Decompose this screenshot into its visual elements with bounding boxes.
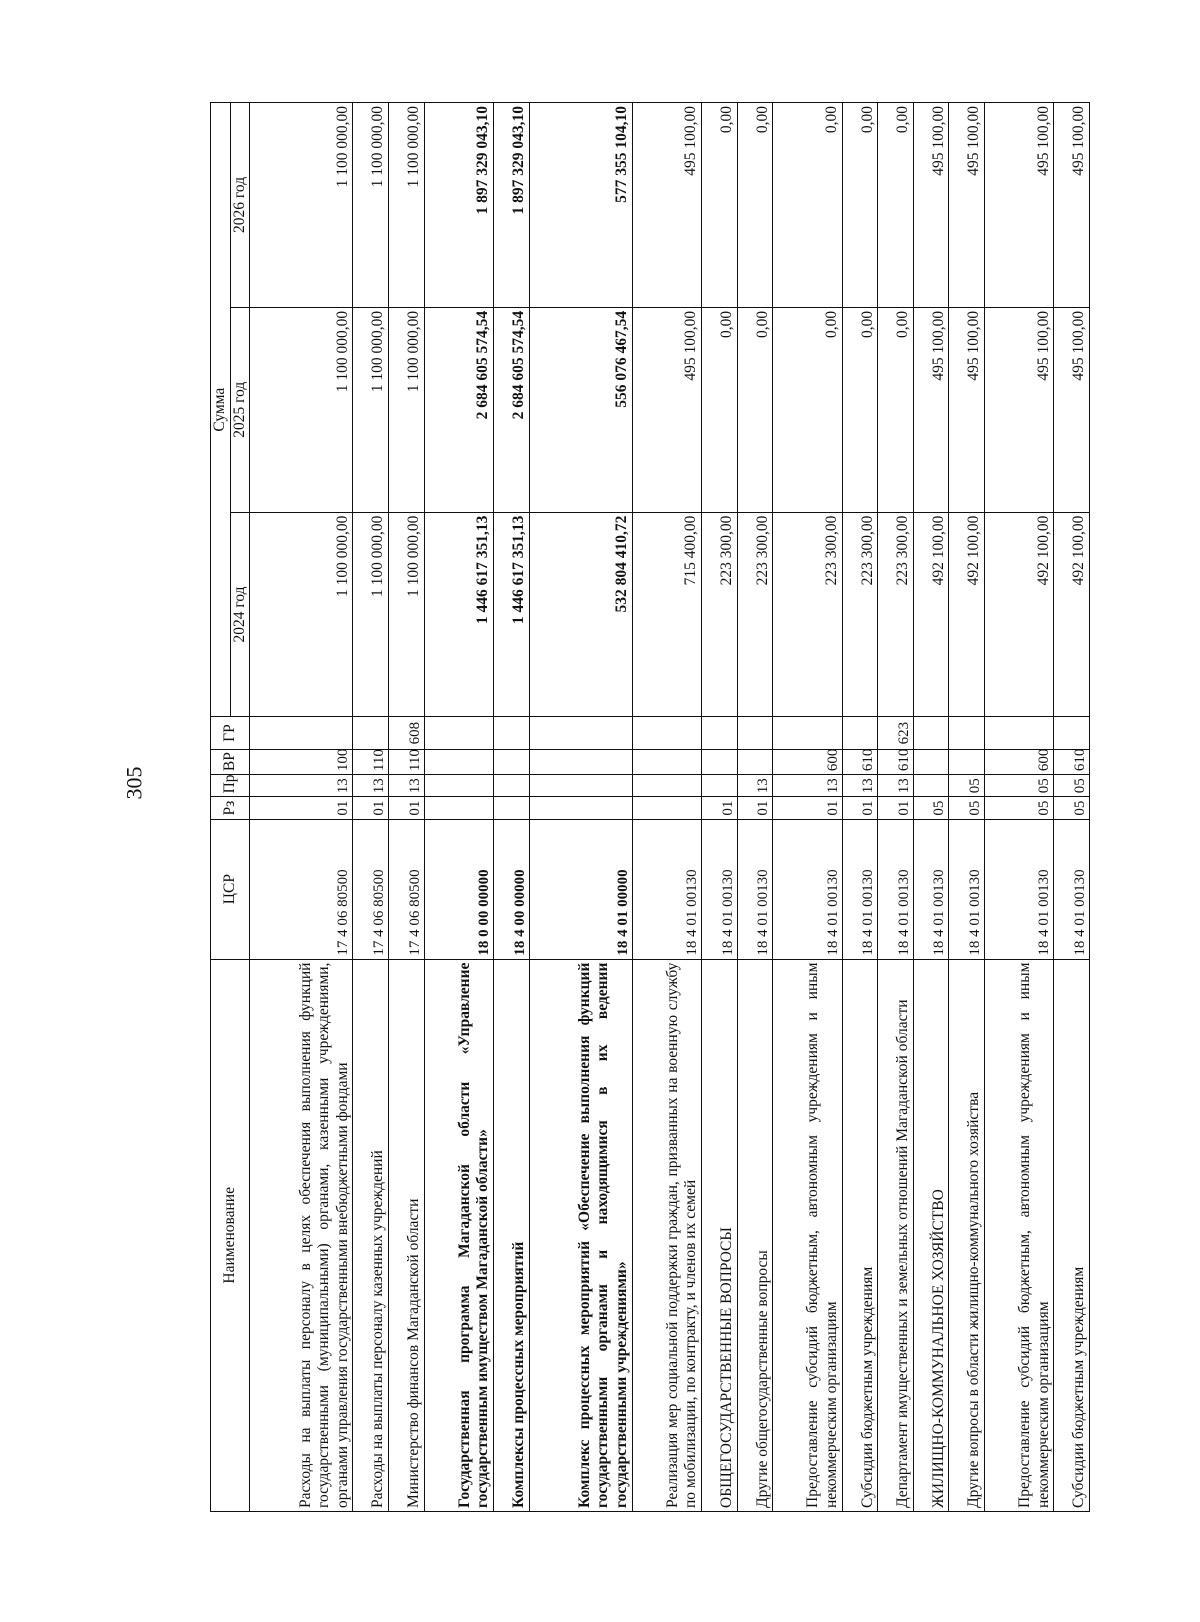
cell-2024: 492 100,00	[913, 512, 949, 717]
cell-rz: 05	[913, 797, 949, 819]
cell-rz: 01	[773, 797, 842, 819]
table-row	[949, 103, 985, 1512]
cell-2026: 0,00	[737, 103, 773, 308]
cell-2025: 0,00	[702, 307, 738, 512]
cell-2025: 495 100,00	[632, 307, 701, 512]
cell-name: Министерство финансов Магаданской области	[388, 959, 424, 1511]
cell-2025: 556 076 467,54	[529, 307, 632, 512]
cell-csr: 18 4 01 00130	[632, 819, 701, 959]
cell-gr: 608	[388, 717, 424, 749]
cell-gr	[1054, 717, 1090, 749]
cell-csr: 18 0 00 00000	[424, 819, 493, 959]
cell-rz: 01	[353, 797, 389, 819]
table-row	[702, 103, 738, 1512]
cell-vr	[702, 749, 738, 774]
table-row	[424, 103, 493, 1512]
cell-vr	[424, 749, 493, 774]
cell-name: Реализация мер социальной поддержки граждан, призванных на военную службу по мобилизации, по контракту, и членов их семей	[632, 959, 701, 1511]
cell-rz	[529, 797, 632, 819]
cell-2026: 495 100,00	[1054, 103, 1090, 308]
cell-csr: 18 4 01 00130	[913, 819, 949, 959]
cell-csr: 18 4 01 00130	[737, 819, 773, 959]
cell-gr	[632, 717, 701, 749]
cell-2026: 0,00	[878, 103, 914, 308]
cell-2026: 1 897 329 043,10	[424, 103, 493, 308]
table-row	[493, 103, 529, 1512]
cell-rz: 01	[842, 797, 878, 819]
cell-2025: 0,00	[842, 307, 878, 512]
rotated-table-container	[210, 102, 1090, 1512]
header-csr: ЦСР	[211, 819, 250, 959]
cell-pr: 13	[878, 775, 914, 797]
cell-gr	[737, 717, 773, 749]
cell-rz	[493, 797, 529, 819]
cell-rz: 05	[949, 797, 985, 819]
cell-pr	[702, 775, 738, 797]
cell-name: Комплексы процессных мероприятий	[493, 959, 529, 1511]
cell-2024: 492 100,00	[1054, 512, 1090, 717]
cell-rz: 01	[702, 797, 738, 819]
cell-2024: 223 300,00	[878, 512, 914, 717]
cell-vr: 610	[842, 749, 878, 774]
cell-gr	[949, 717, 985, 749]
cell-2024: 715 400,00	[632, 512, 701, 717]
cell-name: Субсидии бюджетным учреждениям	[842, 959, 878, 1511]
cell-rz: 05	[984, 797, 1053, 819]
cell-name: Предоставление субсидий бюджетным, автономным учреждениям и иным некоммерческим организациям	[984, 959, 1053, 1511]
cell-pr: 13	[353, 775, 389, 797]
cell-vr: 600	[773, 749, 842, 774]
cell-2025: 0,00	[737, 307, 773, 512]
cell-name: ОБЩЕГОСУДАРСТВЕННЫЕ ВОПРОСЫ	[702, 959, 738, 1511]
cell-2024: 223 300,00	[702, 512, 738, 717]
cell-vr	[493, 749, 529, 774]
table-row	[632, 103, 701, 1512]
cell-name: Предоставление субсидий бюджетным, автономным учреждениям и иным некоммерческим организациям	[773, 959, 842, 1511]
cell-2025: 495 100,00	[949, 307, 985, 512]
cell-2025: 1 100 000,00	[388, 307, 424, 512]
cell-pr: 05	[949, 775, 985, 797]
table-row	[388, 103, 424, 1512]
cell-2026: 495 100,00	[984, 103, 1053, 308]
cell-2024: 1 100 000,00	[250, 512, 353, 717]
table-row	[984, 103, 1053, 1512]
cell-gr	[984, 717, 1053, 749]
cell-2024: 1 446 617 351,13	[493, 512, 529, 717]
cell-vr	[632, 749, 701, 774]
cell-rz: 05	[1054, 797, 1090, 819]
table-row	[529, 103, 632, 1512]
cell-rz: 01	[388, 797, 424, 819]
table-row	[737, 103, 773, 1512]
cell-2026: 1 100 000,00	[250, 103, 353, 308]
cell-csr: 17 4 06 80500	[388, 819, 424, 959]
cell-2025: 495 100,00	[913, 307, 949, 512]
cell-gr	[842, 717, 878, 749]
cell-2026: 0,00	[842, 103, 878, 308]
cell-vr: 100	[250, 749, 353, 774]
cell-2025: 2 684 605 574,54	[424, 307, 493, 512]
header-rz: Рз	[211, 797, 250, 819]
cell-2025: 495 100,00	[1054, 307, 1090, 512]
header-year-2024: 2024 год	[230, 512, 250, 717]
page-number: 305	[121, 766, 147, 800]
cell-pr	[913, 775, 949, 797]
header-year-2025: 2025 год	[230, 307, 250, 512]
cell-vr: 610	[1054, 749, 1090, 774]
cell-2026: 1 100 000,00	[353, 103, 389, 308]
table-row	[878, 103, 914, 1512]
header-row-1	[211, 103, 231, 1512]
cell-csr: 18 4 01 00130	[878, 819, 914, 959]
cell-gr	[773, 717, 842, 749]
cell-pr: 05	[1054, 775, 1090, 797]
cell-2025: 0,00	[773, 307, 842, 512]
cell-csr: 18 4 00 00000	[493, 819, 529, 959]
cell-pr: 13	[842, 775, 878, 797]
cell-gr: 623	[878, 717, 914, 749]
budget-table	[210, 102, 1090, 1512]
cell-name: Субсидии бюджетным учреждениям	[1054, 959, 1090, 1511]
cell-pr	[493, 775, 529, 797]
table-row	[353, 103, 389, 1512]
header-pr: Пр	[211, 775, 250, 797]
cell-2025: 0,00	[878, 307, 914, 512]
cell-pr: 13	[773, 775, 842, 797]
cell-vr	[913, 749, 949, 774]
cell-2026: 495 100,00	[632, 103, 701, 308]
cell-2024: 223 300,00	[737, 512, 773, 717]
cell-csr: 18 4 01 00130	[702, 819, 738, 959]
cell-vr: 600	[984, 749, 1053, 774]
cell-csr: 18 4 01 00130	[984, 819, 1053, 959]
cell-2025: 2 684 605 574,54	[493, 307, 529, 512]
cell-name: Государственная программа Магаданской области «Управление государственным имуществом Магаданской области»	[424, 959, 493, 1511]
cell-2025: 495 100,00	[984, 307, 1053, 512]
header-sum: Сумма	[211, 103, 231, 717]
table-row	[250, 103, 353, 1512]
cell-csr: 18 4 01 00130	[1054, 819, 1090, 959]
table-row	[773, 103, 842, 1512]
cell-csr: 17 4 06 80500	[250, 819, 353, 959]
header-year-2026: 2026 год	[230, 103, 250, 308]
cell-2026: 1 897 329 043,10	[493, 103, 529, 308]
cell-2024: 223 300,00	[842, 512, 878, 717]
cell-rz: 01	[737, 797, 773, 819]
cell-gr	[424, 717, 493, 749]
cell-csr: 18 4 01 00000	[529, 819, 632, 959]
cell-pr	[529, 775, 632, 797]
cell-csr: 18 4 01 00130	[842, 819, 878, 959]
cell-gr	[913, 717, 949, 749]
cell-gr	[529, 717, 632, 749]
cell-2024: 492 100,00	[949, 512, 985, 717]
cell-gr	[353, 717, 389, 749]
cell-2026: 495 100,00	[913, 103, 949, 308]
cell-2026: 577 355 104,10	[529, 103, 632, 308]
cell-2024: 1 446 617 351,13	[424, 512, 493, 717]
cell-pr	[424, 775, 493, 797]
cell-csr: 18 4 01 00130	[949, 819, 985, 959]
header-vr: ВР	[211, 749, 250, 774]
cell-2025: 1 100 000,00	[353, 307, 389, 512]
cell-name: Другие вопросы в области жилищно-коммунального хозяйства	[949, 959, 985, 1511]
cell-name: ЖИЛИЩНО-КОММУНАЛЬНОЕ ХОЗЯЙСТВО	[913, 959, 949, 1511]
cell-name: Департамент имущественных и земельных отношений Магаданской области	[878, 959, 914, 1511]
cell-name: Расходы на выплаты персоналу казенных учреждений	[353, 959, 389, 1511]
cell-name: Комплекс процессных мероприятий «Обеспечение выполнения функций государственными органами и находящимися в их ведении государственными учреждениями»	[529, 959, 632, 1511]
cell-2026: 1 100 000,00	[388, 103, 424, 308]
cell-pr: 13	[250, 775, 353, 797]
cell-2024: 1 100 000,00	[353, 512, 389, 717]
cell-csr: 17 4 06 80500	[353, 819, 389, 959]
cell-2026: 0,00	[702, 103, 738, 308]
cell-rz	[632, 797, 701, 819]
table-row	[913, 103, 949, 1512]
cell-pr	[632, 775, 701, 797]
table-row	[842, 103, 878, 1512]
cell-rz	[424, 797, 493, 819]
cell-csr: 18 4 01 00130	[773, 819, 842, 959]
cell-2024: 223 300,00	[773, 512, 842, 717]
cell-pr: 13	[388, 775, 424, 797]
cell-vr	[529, 749, 632, 774]
cell-vr	[737, 749, 773, 774]
cell-2024: 492 100,00	[984, 512, 1053, 717]
cell-gr	[250, 717, 353, 749]
cell-name: Расходы на выплаты персоналу в целях обеспечения выполнения функций государственными (муниципальными) органами, казенными учреждениями, органами управления государственными внебюджетными фондами	[250, 959, 353, 1511]
cell-vr: 110	[353, 749, 389, 774]
cell-2025: 1 100 000,00	[250, 307, 353, 512]
table-body	[250, 103, 1090, 1512]
cell-vr: 110	[388, 749, 424, 774]
table-row	[1054, 103, 1090, 1512]
cell-2024: 532 804 410,72	[529, 512, 632, 717]
cell-rz: 01	[878, 797, 914, 819]
header-gr: ГР	[211, 717, 250, 749]
cell-gr	[702, 717, 738, 749]
cell-2026: 0,00	[773, 103, 842, 308]
cell-gr	[493, 717, 529, 749]
cell-2024: 1 100 000,00	[388, 512, 424, 717]
cell-2026: 495 100,00	[949, 103, 985, 308]
header-name: Наименование	[211, 959, 250, 1511]
cell-pr: 05	[984, 775, 1053, 797]
cell-rz: 01	[250, 797, 353, 819]
cell-vr: 610	[878, 749, 914, 774]
cell-name: Другие общегосударственные вопросы	[737, 959, 773, 1511]
cell-vr	[949, 749, 985, 774]
cell-pr: 13	[737, 775, 773, 797]
